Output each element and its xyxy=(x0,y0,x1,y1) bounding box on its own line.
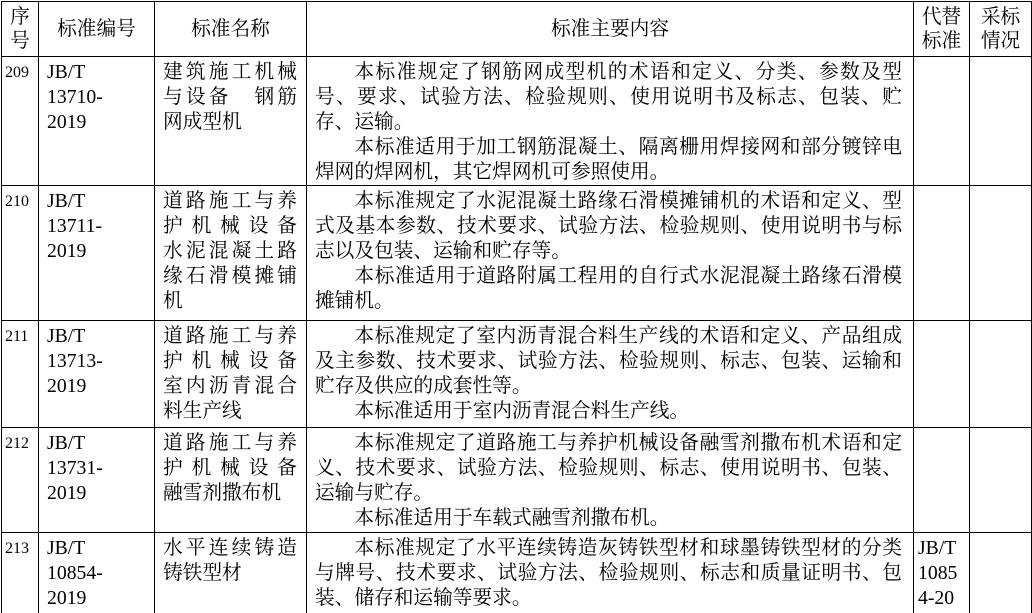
header-code: 标准编号 xyxy=(39,2,155,57)
cell-content xyxy=(307,57,914,186)
header-replaces: 代替标准 xyxy=(914,2,970,57)
table-row xyxy=(2,57,1032,186)
cell-replaces xyxy=(914,321,970,428)
cell-code: JB/T 13711-2019 xyxy=(39,186,155,321)
cell-code: JB/T 13713-2019 xyxy=(39,321,155,428)
content-paragraph: 本标准适用于室内沥青混合料生产线。 xyxy=(354,400,690,422)
table-row xyxy=(2,428,1032,533)
content-paragraph: 本标准适用于车载式融雪剂撒布机。 xyxy=(354,507,670,529)
header-seq: 序号 xyxy=(2,2,39,57)
cell-adoption xyxy=(970,321,1032,428)
cell-name: 建筑施工机械与设备 钢筋网成型机 xyxy=(155,57,307,186)
table-row xyxy=(2,533,1032,613)
content-paragraph: 本标准适用于道路附属工程用的自行式水泥混凝土路缘石滑模摊铺机。 xyxy=(315,265,902,312)
table-row xyxy=(2,321,1032,428)
header-row xyxy=(2,2,1032,57)
content-paragraph: 本标准规定了水泥混凝土路缘石滑模摊铺机的术语和定义、型式及基本参数、技术要求、试验方法、检验规则、使用说明书与标志以及包装、运输和贮存等。 xyxy=(315,190,902,262)
standards-table xyxy=(1,1,1032,613)
cell-content xyxy=(307,186,914,321)
cell-name: 水平连续铸造铸铁型材 xyxy=(155,533,307,613)
content-paragraph: 本标准适用于加工钢筋混凝土、隔离栅用焊接网和部分镀锌电焊网的焊网机，其它焊网机可参照使用。 xyxy=(315,136,902,183)
cell-seq: 211 xyxy=(2,321,39,428)
cell-adoption xyxy=(970,57,1032,186)
header-name: 标准名称 xyxy=(155,2,307,57)
cell-seq: 213 xyxy=(2,533,39,613)
cell-code: JB/T 13710-2019 xyxy=(39,57,155,186)
cell-content xyxy=(307,428,914,533)
header-adoption: 采标情况 xyxy=(970,2,1032,57)
header-content: 标准主要内容 xyxy=(307,2,914,57)
content-paragraph: 本标准规定了室内沥青混合料生产线的术语和定义、产品组成及主参数、技术要求、试验方法、检验规则、标志、包装、运输和贮存及供应的成套性等。 xyxy=(315,325,902,397)
cell-name: 道路施工与养护机械设备 融雪剂撒布机 xyxy=(155,428,307,533)
cell-replaces: JB/T 10854-20 xyxy=(914,533,970,613)
content-paragraph: 本标准规定了道路施工与养护机械设备融雪剂撒布机术语和定义、技术要求、试验方法、检验规则、标志、使用说明书、包装、运输与贮存。 xyxy=(315,432,902,504)
table-row xyxy=(2,186,1032,321)
cell-replaces xyxy=(914,186,970,321)
cell-seq: 210 xyxy=(2,186,39,321)
cell-adoption xyxy=(970,428,1032,533)
cell-content xyxy=(307,533,914,613)
cell-name: 道路施工与养护机械设备 室内沥青混合料生产线 xyxy=(155,321,307,428)
cell-adoption xyxy=(970,533,1032,613)
content-paragraph: 本标准规定了水平连续铸造灰铸铁型材和球墨铸铁型材的分类与牌号、技术要求、试验方法、检验规则、标志和质量证明书、包装、储存和运输等要求。 xyxy=(315,537,902,609)
cell-name: 道路施工与养护机械设备 水泥混凝土路缘石滑模摊铺机 xyxy=(155,186,307,321)
content-paragraph: 本标准规定了钢筋网成型机的术语和定义、分类、参数及型号、要求、试验方法、检验规则、使用说明书及标志、包装、贮存、运输。 xyxy=(315,61,902,133)
cell-content xyxy=(307,321,914,428)
cell-replaces xyxy=(914,428,970,533)
cell-seq: 209 xyxy=(2,57,39,186)
cell-replaces xyxy=(914,57,970,186)
cell-adoption xyxy=(970,186,1032,321)
cell-seq: 212 xyxy=(2,428,39,533)
cell-code: JB/T 10854-2019 xyxy=(39,533,155,613)
cell-code: JB/T 13731-2019 xyxy=(39,428,155,533)
